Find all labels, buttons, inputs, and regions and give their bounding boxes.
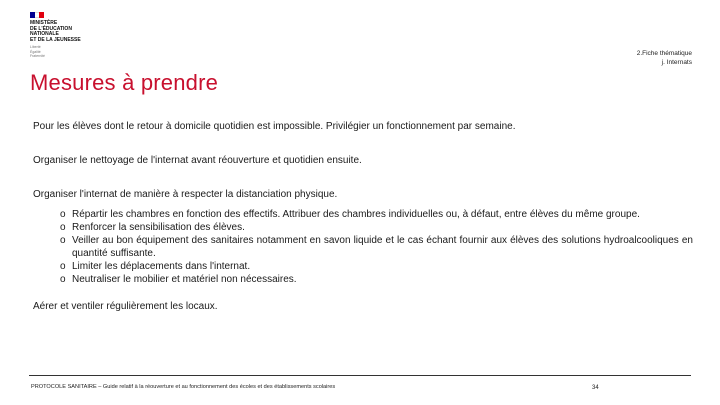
french-flag-icon bbox=[30, 12, 44, 18]
section-reference-line2: j. Internats bbox=[661, 59, 692, 66]
bullet-marker: o bbox=[60, 274, 66, 285]
logo-motto: Liberté Égalité Fraternité bbox=[30, 45, 45, 58]
bullet-marker: o bbox=[60, 222, 66, 233]
footer-text: PROTOCOLE SANITAIRE – Guide relatif à la réouverture et au fonctionnement des écoles et des établissements scolaires bbox=[31, 384, 336, 390]
main-content bbox=[33, 120, 693, 313]
page-number: 34 bbox=[592, 385, 599, 391]
list-item: o Renforcer la sensibilisation des élèves. bbox=[60, 222, 245, 233]
list-item: o Neutraliser le mobilier et matériel non nécessaires. bbox=[60, 274, 297, 285]
list-item: o Veiller au bon équipement des sanitaires notamment en savon liquide et le cas échant fournir aux élèves des solutions hydroalcooliques en quantité suffisante. bbox=[60, 235, 693, 259]
bullet-marker: o bbox=[60, 261, 66, 272]
ministry-logo bbox=[30, 12, 100, 64]
bullet-marker: o bbox=[60, 209, 66, 220]
measures-list bbox=[33, 208, 693, 286]
page-title: Mesures à prendre bbox=[30, 70, 219, 95]
paragraph-cleaning: Organiser le nettoyage de l'internat avant réouverture et quotidien ensuite. bbox=[33, 155, 362, 166]
paragraph-boarding-return: Pour les élèves dont le retour à domicile quotidien est impossible. Privilégier un fonctionnement par semaine. bbox=[33, 121, 516, 132]
logo-ministry-name: MINISTÈRE DE L'ÉDUCATION NATIONALE ET DE LA JEUNESSE bbox=[30, 20, 81, 43]
footer-divider bbox=[29, 375, 691, 376]
section-reference-line1: 2.Fiche thématique bbox=[636, 50, 692, 57]
list-item: o Répartir les chambres en fonction des effectifs. Attribuer des chambres individuelles ou, à défaut, entre élèves du même groupe. bbox=[60, 209, 640, 220]
paragraph-ventilation: Aérer et ventiler régulièrement les locaux. bbox=[33, 301, 218, 312]
paragraph-distancing: Organiser l'internat de manière à respecter la distanciation physique. bbox=[33, 189, 338, 200]
list-item: o Limiter les déplacements dans l'internat. bbox=[60, 261, 251, 272]
bullet-marker: o bbox=[60, 235, 66, 246]
section-reference bbox=[637, 49, 692, 67]
